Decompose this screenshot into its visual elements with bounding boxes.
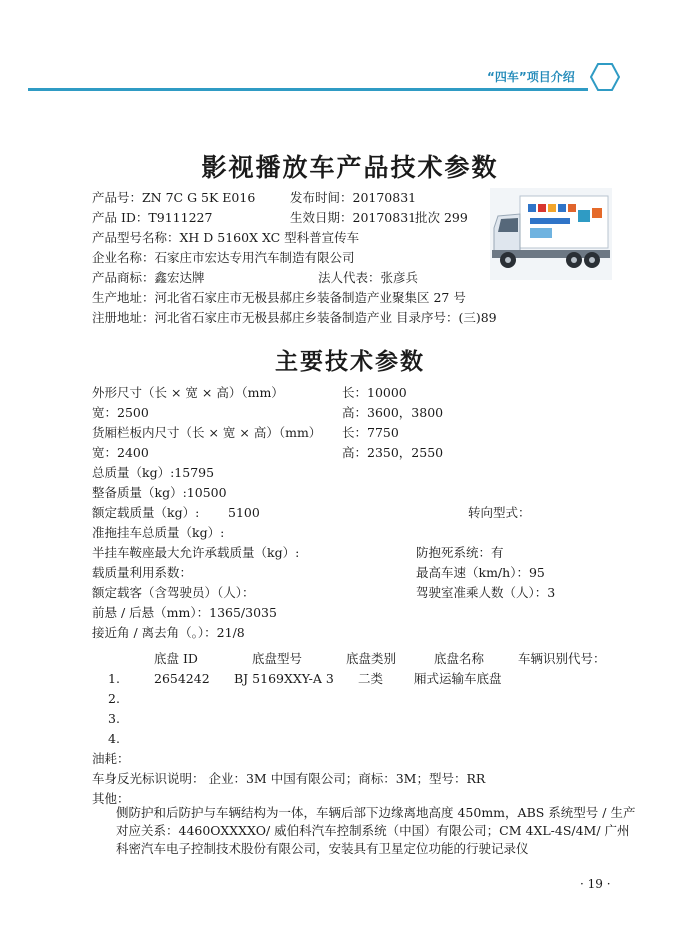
table-row-number: 3. [108,711,120,726]
rated-passengers: 额定载客（含驾驶员）（人）： [92,585,255,600]
rated-load-value: 5100 [228,505,260,520]
dimension-width: 宽：2500 [92,405,149,420]
load-utilization: 载质量利用系数： [92,565,193,580]
chassis-name: 厢式运输车底盘 [414,671,502,686]
chassis-id: 2654242 [154,671,210,686]
chassis-header-id: 底盘 ID [154,651,198,666]
cargo-length: 长：7750 [342,425,399,440]
dimension-label: 外形尺寸（长 × 宽 × 高）（mm） [92,385,284,400]
chassis-header-vin: 车辆识别代号： [518,651,606,666]
section-label: “四车”项目介绍 [487,70,575,84]
reflective-marking: 车身反光标识说明： 企业：3M 中国有限公司；商标：3M；型号：RR [92,771,486,786]
header-rule [28,88,588,91]
cargo-width: 宽：2400 [92,445,149,460]
page-title: 影视播放车产品技术参数 [201,153,499,182]
legal-rep: 法人代表：张彦兵 [318,270,419,285]
model-name: 产品型号名称：XH D 5160X XC 型科普宣传车 [92,230,360,245]
page-number: · 19 · [580,877,611,891]
brand: 产品商标：鑫宏达牌 [92,270,205,285]
production-address: 生产地址：河北省石家庄市无极县郝庄乡装备制造产业聚集区 27 号 [92,290,466,305]
dimension-height: 高：3600，3800 [342,405,444,420]
saddle-mass: 半挂车鞍座最大允许承载质量（kg）: [92,545,300,560]
total-mass: 总质量（kg）:15795 [92,465,215,480]
cargo-dimension-label: 货厢栏板内尺寸（长 × 宽 × 高）（mm） [92,425,322,440]
table-row-number: 2. [108,691,120,706]
product-no: 产品号：ZN 7C G 5K E016 [92,190,256,205]
fuel-consumption: 油耗： [92,751,130,766]
chassis-header-name: 底盘名称 [434,651,485,666]
registered-address: 注册地址：河北省石家庄市无极县郝庄乡装备制造产业 目录序号：(三)89 [92,310,497,325]
cab-passengers: 驾驶室准乘人数（人）：3 [416,585,556,600]
other-description: 侧防护和后防护与车辆结构为一体，车辆后部下边缘离地高度 450mm，ABS 系统型号 / 生产对应关系：4460OXXXXO/ 威伯科汽车控制系统（中国）有限公司；CM 4XL-4S/4M/ 广州科密汽车电子控制技术股份有限公司，安装具有卫星定位功能的行驶记录仪 [116,805,636,856]
batch: 批次 299 [415,210,468,225]
trailer-mass: 准拖挂车总质量（kg）: [92,525,225,540]
chassis-header-model: 底盘型号 [252,651,303,666]
abs-system: 防抱死系统：有 [416,545,504,560]
overhang: 前悬 / 后悬（mm）：1365/3035 [92,605,277,620]
hexagon-icon [590,62,620,92]
release-time: 发布时间：20170831 [290,190,417,205]
other-label: 其他： [92,791,130,806]
chassis-model: BJ 5169XXY-A 3 [234,671,334,686]
max-speed: 最高车速（km/h）：95 [416,565,545,580]
main-params-title: 主要技术参数 [275,349,425,375]
company-name: 企业名称：石家庄市宏达专用汽车制造有限公司 [92,250,355,265]
chassis-category: 二类 [358,671,384,686]
rated-load-label: 额定载质量（kg）: [92,505,200,520]
table-row-number: 4. [108,731,120,746]
product-id: 产品 ID：T9111227 [92,210,213,225]
steering-type: 转向型式： [468,505,531,520]
table-row-number: 1. [108,671,120,686]
curb-mass: 整备质量（kg）:10500 [92,485,227,500]
cargo-height: 高：2350，2550 [342,445,444,460]
approach-departure-angle: 接近角 / 离去角（。）：21/8 [92,625,245,640]
truck-photo [490,188,612,280]
chassis-header-category: 底盘类别 [346,651,397,666]
effective-date: 生效日期：20170831 [290,210,417,225]
dimension-length: 长：10000 [342,385,407,400]
